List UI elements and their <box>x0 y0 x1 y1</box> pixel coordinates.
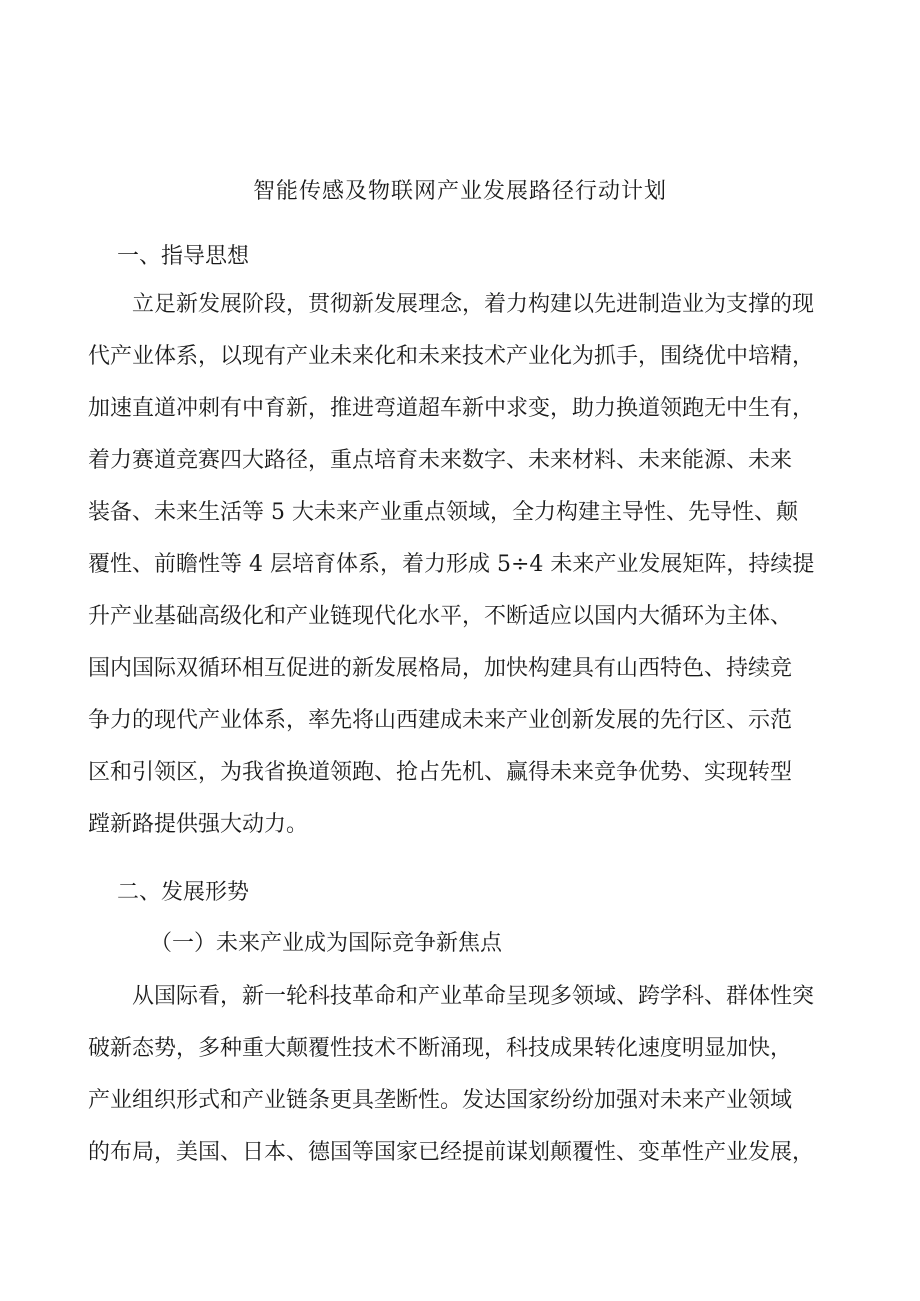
paragraph-line: 国内国际双循环相互促进的新发展格局，加快构建具有山西特色、持续竞 <box>88 656 793 681</box>
paragraph-line: 代产业体系，以现有产业未来化和未来技术产业化为抓手，围绕优中培精， <box>88 344 815 369</box>
paragraph-line: 区和引领区，为我省换道领跑、抢占先机、赢得未来竞争优势、实现转型 <box>88 760 793 785</box>
paragraph-line: 立足新发展阶段，贯彻新发展理念，着力构建以先进制造业为支撑的现 <box>132 292 815 317</box>
paragraph-line: 争力的现代产业体系，率先将山西建成未来产业创新发展的先行区、示范 <box>88 708 793 733</box>
paragraph-line: 覆性、前瞻性等 4 层培育体系，着力形成 5÷4 未来产业发展矩阵，持续提 <box>88 552 815 577</box>
paragraph-line: 升产业基础高级化和产业链现代化水平，不断适应以国内大循环为主体、 <box>88 604 793 629</box>
paragraph-line: 的布局，美国、日本、德国等国家已经提前谋划颠覆性、变革性产业发展， <box>88 1140 815 1165</box>
paragraph-line: 蹚新路提供强大动力。 <box>88 812 309 837</box>
subsection-heading-future-industry: （一）未来产业成为国际竞争新焦点 <box>150 931 503 956</box>
paragraph-line: 从国际看，新一轮科技革命和产业革命呈现多领域、跨学科、群体性突 <box>132 984 815 1009</box>
paragraph-line: 加速直道冲刺有中育新，推进弯道超车新中求变，助力换道领跑无中生有， <box>88 396 815 421</box>
paragraph-line: 着力赛道竞赛四大路径，重点培育未来数字、未来材料、未来能源、未来 <box>88 448 793 473</box>
paragraph-guiding-ideology <box>88 288 848 860</box>
section-heading-guiding-ideology: 一、指导思想 <box>117 244 250 269</box>
paragraph-line: 装备、未来生活等 5 大未来产业重点领域，全力构建主导性、先导性、颠 <box>88 500 798 525</box>
paragraph-line: 破新态势，多种重大颠覆性技术不断涌现，科技成果转化速度明显加快， <box>88 1036 793 1061</box>
paragraph-international-view <box>88 980 848 1188</box>
section-heading-development-situation: 二、发展形势 <box>117 880 250 905</box>
paragraph-line: 产业组织形式和产业链条更具垄断性。发达国家纷纷加强对未来产业领域 <box>88 1088 793 1113</box>
document-title: 智能传感及物联网产业发展路径行动计划 <box>252 179 667 204</box>
